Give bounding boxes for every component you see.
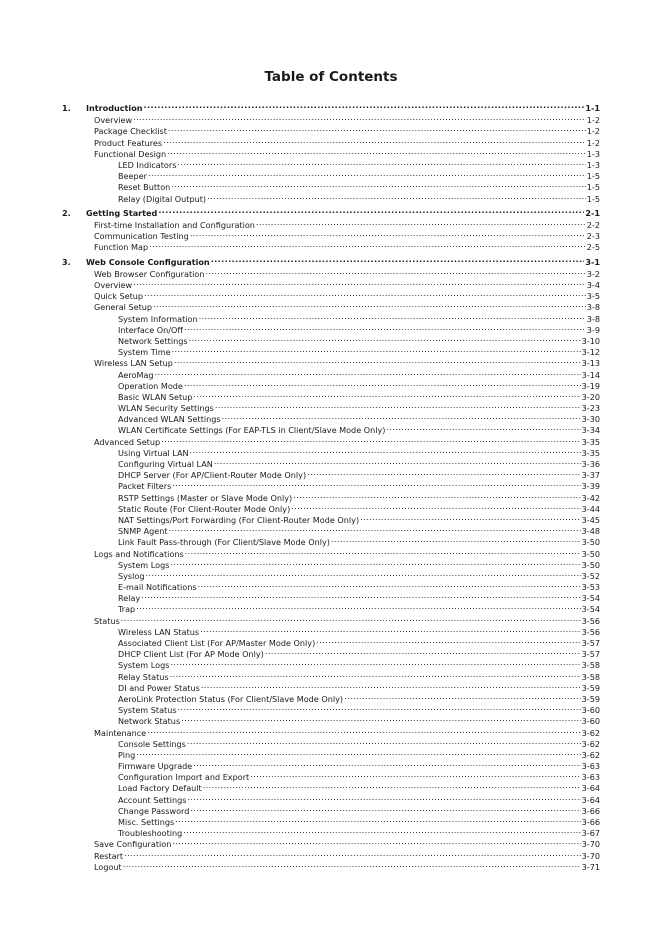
toc-section-entry[interactable] [62, 288, 600, 302]
chapter-number: 1. [62, 103, 71, 113]
entry-title: AeroMag [118, 369, 154, 380]
dot-leader [291, 501, 580, 512]
dot-leader [187, 792, 580, 803]
dot-leader [141, 590, 580, 601]
toc-chapter-entry[interactable] [62, 254, 600, 266]
page-number: 3-12 [581, 347, 600, 358]
page-number: 3-52 [581, 570, 600, 581]
dot-leader [174, 355, 581, 366]
page-number: 3-50 [581, 559, 600, 570]
page-number: 3-67 [581, 828, 600, 839]
toc-subsection-entry[interactable] [62, 624, 600, 635]
page-number: 3-34 [581, 425, 600, 436]
page-number: 3-62 [581, 727, 600, 738]
entry-title: Misc. Settings [118, 817, 175, 827]
entry-title: Troubleshooting [118, 828, 183, 839]
entry-title: Logout [94, 861, 122, 872]
dot-leader [185, 546, 581, 557]
dot-leader [193, 758, 580, 769]
page-number: 3-64 [581, 794, 600, 805]
entry-title: Beeper [118, 171, 147, 182]
dot-leader [177, 157, 585, 168]
page-number: 2-3 [586, 231, 600, 242]
page-number: 3-50 [581, 537, 600, 548]
entry-title: System Logs [118, 660, 170, 671]
dot-leader [331, 534, 581, 545]
entry-title: Account Settings [118, 794, 187, 805]
entry-title: Syslog [118, 570, 145, 581]
dot-leader [155, 367, 581, 378]
entry-title: Load Factory Default [118, 783, 202, 794]
page-number: 3-58 [581, 671, 600, 682]
page-number: 3-57 [581, 638, 600, 648]
page-number: 3-10 [581, 335, 600, 346]
page-number: 3-37 [581, 470, 600, 481]
page-number: 3-66 [581, 817, 600, 827]
entry-title: LED Indicators [118, 159, 177, 170]
entry-title: Interface On/Off [118, 324, 183, 335]
page-number: 3-30 [581, 414, 600, 425]
dot-leader [172, 836, 580, 847]
entry-title: Reset Button [118, 182, 171, 193]
dot-leader [168, 123, 586, 134]
entry-title: Advanced WLAN Settings [118, 414, 221, 425]
toc-section-entry[interactable] [62, 859, 600, 870]
entry-title: Package Checklist [94, 126, 167, 137]
entry-title: Relay Status [118, 671, 169, 682]
page-number: 3-13 [581, 358, 600, 369]
entry-title: System Time [118, 347, 171, 358]
page-number: 3-36 [581, 459, 600, 469]
page-number: 3-35 [581, 447, 600, 458]
page-number: 3-45 [581, 514, 600, 525]
dot-leader [148, 168, 586, 179]
dot-leader [145, 568, 580, 579]
dot-leader [153, 299, 586, 310]
dot-leader [136, 747, 580, 758]
chapter-number: 3. [62, 256, 71, 267]
page-number: 3-62 [581, 738, 600, 749]
page-number: 3-5 [586, 291, 600, 302]
page-number: 3-60 [581, 705, 600, 716]
dot-leader [136, 601, 580, 612]
dot-leader [149, 239, 586, 250]
dot-leader [193, 389, 580, 400]
page-number: 2-2 [586, 219, 600, 230]
page-number: 3-23 [581, 403, 600, 414]
page-number: 1-2 [586, 126, 600, 137]
page-number: 3-66 [581, 805, 600, 816]
entry-title: Change Password [118, 805, 190, 816]
page-number: 3-14 [581, 369, 600, 380]
page-number: 1-5 [586, 182, 600, 193]
dot-leader [360, 512, 581, 523]
dot-leader [133, 112, 586, 123]
dot-leader [199, 311, 586, 322]
entry-title: System Logs [118, 559, 170, 570]
page-number: 1-5 [586, 193, 600, 204]
page-number: 3-54 [581, 604, 600, 615]
page-number: 3-70 [581, 839, 600, 850]
entry-title: AeroLink Protection Status (For Client/Slave Mode Only) [118, 693, 344, 704]
entry-title: RSTP Settings (Master or Slave Mode Only) [118, 492, 293, 503]
page-number: 3-50 [581, 548, 600, 559]
entry-title: Restart [94, 850, 124, 861]
page-number: 2-1 [585, 207, 600, 218]
dot-leader [147, 725, 581, 736]
entry-title: Operation Mode [118, 380, 183, 391]
dot-leader [170, 669, 581, 680]
page-number: 1-3 [586, 159, 600, 170]
chapter-number: 2. [62, 207, 71, 218]
dot-leader [214, 456, 581, 467]
entry-title: Function Map [94, 242, 149, 253]
entry-title: Communication Testing [94, 231, 189, 242]
page-number: 1-2 [586, 137, 600, 148]
dot-leader [256, 217, 586, 228]
entry-title: Web Browser Configuration [94, 268, 205, 279]
entry-title: Network Status [118, 716, 181, 727]
dot-leader [161, 434, 581, 445]
page-number: 1-1 [585, 103, 600, 113]
entry-title: WLAN Security Settings [118, 403, 214, 414]
entry-title: Packet Filters [118, 481, 172, 492]
entry-title: Quick Setup [94, 291, 144, 302]
chapter-title: Getting Started [86, 207, 158, 218]
dot-leader [200, 624, 581, 635]
entry-title: Functional Design [94, 148, 167, 159]
entry-title: E-mail Notifications [118, 582, 197, 593]
entry-title: Basic WLAN Setup [118, 391, 193, 402]
page-number: 3-60 [581, 716, 600, 727]
page-number: 3-62 [581, 749, 600, 760]
entry-title: DHCP Server (For AP/Client-Router Mode Only) [118, 470, 307, 481]
dot-leader [201, 680, 581, 691]
toc-section-entry[interactable] [62, 277, 600, 288]
entry-title: Firmware Upgrade [118, 761, 193, 772]
dot-leader [172, 344, 581, 355]
dot-leader [172, 478, 580, 489]
page-number: 3-2 [586, 268, 600, 279]
dot-leader [158, 205, 584, 216]
page-number: 1-3 [586, 148, 600, 159]
entry-title: Save Configuration [94, 839, 172, 850]
page-number: 3-58 [581, 660, 600, 671]
page-number: 3-70 [581, 850, 600, 861]
page-number: 3-1 [585, 256, 600, 267]
dot-leader [163, 135, 586, 146]
dot-leader [187, 736, 581, 747]
toc-section-entry[interactable] [62, 123, 600, 137]
page-number: 3-54 [581, 593, 600, 604]
page-number: 2-5 [586, 242, 600, 253]
entry-title: Static Route (For Client-Router Mode Only) [118, 503, 291, 514]
dot-leader [190, 445, 581, 456]
dot-leader [175, 814, 580, 825]
page-number: 3-48 [581, 526, 600, 537]
page-number: 3-9 [586, 324, 600, 335]
dot-leader [198, 579, 581, 590]
toc-subsection-entry[interactable] [62, 601, 600, 615]
entry-title: DI and Power Status [118, 682, 200, 693]
page-number: 3-63 [581, 772, 600, 783]
dot-leader [121, 613, 581, 624]
dot-leader [189, 333, 581, 344]
dot-leader [124, 848, 581, 859]
toc-subsection-entry[interactable] [62, 758, 600, 772]
entry-title: DHCP Client List (For AP Mode Only) [118, 649, 264, 660]
entry-title: Wireless LAN Setup [94, 358, 173, 369]
entry-title: Product Features [94, 137, 163, 148]
page-number: 3-8 [586, 302, 600, 313]
toc-chapter-entry[interactable] [62, 205, 600, 217]
entry-title: Advanced Setup [94, 436, 161, 447]
dot-leader [307, 467, 580, 478]
entry-title: Configuration Import and Export [118, 772, 250, 783]
entry-title: General Setup [94, 302, 153, 313]
entry-title: System Information [118, 313, 198, 324]
page-number: 3-64 [581, 783, 600, 794]
entry-title: Configuring Virtual LAN [118, 459, 213, 469]
dot-leader [144, 288, 586, 299]
entry-title: Relay [118, 593, 141, 604]
dot-leader [190, 803, 580, 814]
page-number: 3-59 [581, 693, 600, 704]
entry-title: Using Virtual LAN [118, 447, 189, 458]
page-number: 3-20 [581, 391, 600, 402]
entry-title: Logs and Notifications [94, 548, 184, 559]
dot-leader [171, 179, 585, 190]
entry-title: SNMP Agent [118, 526, 168, 537]
page-number: 3-56 [581, 626, 600, 637]
page-number: 3-63 [581, 761, 600, 772]
dot-leader [207, 191, 586, 202]
dot-leader [167, 146, 586, 157]
toc-subsection-entry[interactable] [62, 747, 600, 758]
entry-title: WLAN Certificate Settings (For EAP-TLS in Client/Slave Mode Only) [118, 425, 386, 436]
toc-subsection-entry[interactable] [62, 590, 600, 604]
entry-title: NAT Settings/Port Forwarding (For Client-Router Mode Only) [118, 514, 360, 525]
dot-leader [316, 635, 580, 646]
dot-leader [181, 713, 580, 724]
dot-leader [170, 657, 580, 668]
dot-leader [183, 825, 580, 836]
page-number: 3-35 [581, 436, 600, 447]
entry-title: First-time Installation and Configuration [94, 219, 255, 230]
page-number: 3-4 [586, 280, 600, 290]
page-number: 3-53 [581, 582, 600, 593]
page-number: 1-2 [586, 115, 600, 126]
page-title: Table of Contents [264, 69, 398, 85]
page-number: 3-19 [581, 380, 600, 391]
page-number: 1-5 [586, 171, 600, 182]
toc-section-entry[interactable] [62, 613, 600, 624]
entry-title: Network Settings [118, 335, 188, 346]
page-number: 3-8 [586, 313, 600, 324]
dot-leader [169, 523, 581, 534]
page-number: 3-57 [581, 649, 600, 660]
dot-leader [144, 100, 585, 111]
entry-title: Status [94, 615, 120, 626]
toc-section-entry[interactable] [62, 112, 600, 126]
entry-title: Wireless LAN Status [118, 626, 200, 637]
page-number: 3-42 [581, 492, 600, 503]
dot-leader [184, 322, 586, 333]
toc-section-entry[interactable] [62, 848, 600, 859]
page-number: 3-44 [581, 503, 600, 514]
dot-leader [293, 490, 580, 501]
dot-leader [215, 400, 581, 411]
toc-chapter-entry[interactable] [62, 100, 600, 112]
dot-leader [211, 254, 585, 265]
dot-leader [344, 691, 581, 702]
entry-title: Overview [94, 280, 133, 290]
dot-leader [123, 859, 581, 870]
dot-leader [184, 378, 581, 389]
dot-leader [250, 769, 580, 780]
dot-leader [203, 780, 581, 791]
entry-title: System Status [118, 705, 177, 716]
dot-leader [170, 557, 580, 568]
page-number: 3-71 [581, 861, 600, 872]
page-number: 3-59 [581, 682, 600, 693]
entry-title: Console Settings [118, 738, 186, 749]
entry-title: Maintenance [94, 727, 147, 738]
dot-leader [178, 702, 581, 713]
page-number: 3-39 [581, 481, 600, 492]
table-of-contents [62, 100, 600, 870]
entry-title: Ping [118, 749, 136, 760]
entry-title: Overview [94, 115, 133, 126]
entry-title: Relay (Digital Output) [118, 193, 207, 204]
dot-leader [205, 266, 585, 277]
chapter-title: Web Console Configuration [86, 256, 210, 267]
dot-leader [222, 411, 581, 422]
dot-leader [133, 277, 586, 288]
dot-leader [386, 422, 580, 433]
page-number: 3-56 [581, 615, 600, 626]
entry-title: Link Fault Pass-through (For Client/Slave Mode Only) [118, 537, 330, 548]
dot-leader [190, 228, 586, 239]
dot-leader [265, 646, 581, 657]
entry-title: Associated Client List (For AP/Master Mode Only) [118, 638, 316, 648]
chapter-title: Introduction [86, 103, 143, 113]
entry-title: Trap [118, 604, 136, 615]
